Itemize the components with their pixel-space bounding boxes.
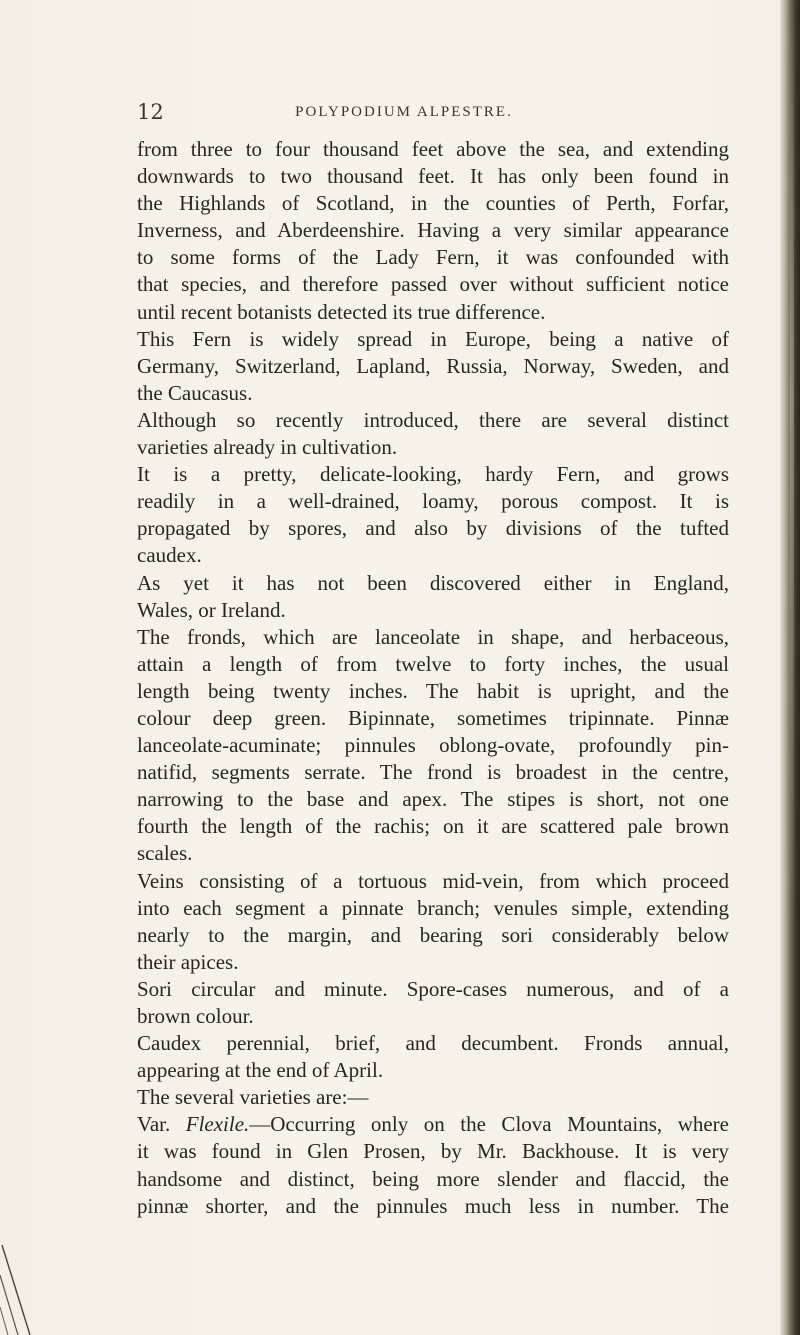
line-text: propagated by spores, and also by divisions of the tufted xyxy=(137,516,729,541)
variety-name: Flexile. xyxy=(185,1112,250,1137)
text-line xyxy=(137,1111,729,1138)
text-line xyxy=(137,299,729,326)
line-text: varieties already in cultivation. xyxy=(137,435,398,460)
text-line xyxy=(137,163,729,190)
text-line xyxy=(137,976,729,1003)
line-text: downwards to two thousand feet. It has only been found in xyxy=(137,164,729,189)
line-text: colour deep green. Bipinnate, sometimes tripinnate. Pinnæ xyxy=(137,705,729,730)
line-text: The fronds, which are lanceolate in shape, and herbaceous, xyxy=(137,624,729,649)
text-line xyxy=(137,407,729,434)
text-line xyxy=(137,488,729,515)
line-text: scales. xyxy=(137,841,193,866)
text-line xyxy=(137,136,729,163)
text-line xyxy=(137,542,729,569)
line-text: caudex. xyxy=(137,543,202,568)
line-text: attain a length of from twelve to forty inches, the usual xyxy=(137,651,729,676)
line-text: Sori circular and minute. Spore-cases numerous, and of a xyxy=(137,976,729,1001)
line-text: into each segment a pinnate branch; venules simple, extending xyxy=(137,895,729,920)
line-text: to some forms of the Lady Fern, it was confounded with xyxy=(137,245,729,270)
corner-fold-lines xyxy=(0,1245,50,1335)
line-text: Germany, Switzerland, Lapland, Russia, Norway, Sweden, and xyxy=(137,353,729,378)
line-text: Inverness, and Aberdeenshire. Having a very similar appearance xyxy=(137,218,729,243)
text-line xyxy=(137,759,729,786)
text-line xyxy=(137,786,729,813)
text-line xyxy=(137,868,729,895)
text-line xyxy=(137,922,729,949)
text-line xyxy=(137,895,729,922)
line-text: the Caucasus. xyxy=(137,380,253,405)
line-text: narrowing to the base and apex. The stipes is short, not one xyxy=(137,787,729,812)
line-text: Although so recently introduced, there are several distinct xyxy=(137,407,729,432)
text-line xyxy=(137,1193,729,1220)
text-line xyxy=(137,705,729,732)
text-line xyxy=(137,434,729,461)
line-text: their apices. xyxy=(137,949,239,974)
line-text: nearly to the margin, and bearing sori considerably below xyxy=(137,922,729,947)
text-line xyxy=(137,1138,729,1165)
line-text: fourth the length of the rachis; on it are scattered pale brown xyxy=(137,814,729,839)
line-text: Wales, or Ireland. xyxy=(137,597,286,622)
text-line xyxy=(137,1003,729,1030)
text-line xyxy=(137,732,729,759)
text-line xyxy=(137,326,729,353)
body-text xyxy=(137,136,729,1220)
text-line xyxy=(137,949,729,976)
line-text: The several varieties are:— xyxy=(137,1085,369,1110)
line-text-pre: Var. xyxy=(137,1112,186,1137)
text-line xyxy=(137,678,729,705)
text-line xyxy=(137,271,729,298)
text-line xyxy=(137,353,729,380)
text-line xyxy=(137,190,729,217)
line-text: Veins consisting of a tortuous mid-vein, from which proceed xyxy=(137,868,729,893)
page-number: 12 xyxy=(137,100,164,124)
line-text: that species, and therefore passed over without sufficient notice xyxy=(137,272,729,297)
text-line xyxy=(137,1084,729,1111)
line-text: brown colour. xyxy=(137,1004,254,1028)
line-text: it was found in Glen Prosen, by Mr. Backhouse. It is very xyxy=(137,1139,729,1164)
line-text: Caudex perennial, brief, and decumbent. Fronds annual, xyxy=(137,1031,729,1056)
text-line xyxy=(137,1057,729,1084)
running-title: POLYPODIUM ALPESTRE. xyxy=(295,104,513,120)
text-line xyxy=(137,244,729,271)
line-text-post: —Occurring only on the Clova Mountains, where xyxy=(249,1112,729,1137)
line-text: This Fern is widely spread in Europe, being a native of xyxy=(137,326,729,351)
text-line xyxy=(137,515,729,542)
line-text: readily in a well-drained, loamy, porous compost. It is xyxy=(137,489,729,514)
text-line xyxy=(137,813,729,840)
line-text: It is a pretty, delicate-looking, hardy Fern, and grows xyxy=(137,462,729,487)
line-text: pinnæ shorter, and the pinnules much less in number. The xyxy=(137,1193,729,1218)
text-line xyxy=(137,217,729,244)
line-text: handsome and distinct, being more slender and flaccid, the xyxy=(137,1166,729,1191)
text-line xyxy=(137,461,729,488)
line-text: until recent botanists detected its true difference. xyxy=(137,299,546,324)
text-line xyxy=(137,570,729,597)
text-line xyxy=(137,840,729,867)
line-text: length being twenty inches. The habit is upright, and the xyxy=(137,678,729,703)
line-text: appearing at the end of April. xyxy=(137,1058,384,1083)
text-line xyxy=(137,624,729,651)
text-line xyxy=(137,380,729,407)
line-text: the Highlands of Scotland, in the counties of Perth, Forfar, xyxy=(137,191,729,216)
text-line xyxy=(137,651,729,678)
line-text: lanceolate-acuminate; pinnules oblong-ovate, profoundly pin- xyxy=(137,733,729,758)
text-line xyxy=(137,1030,729,1057)
text-line xyxy=(137,1166,729,1193)
line-text: from three to four thousand feet above the sea, and extending xyxy=(137,137,729,161)
binding-highlight xyxy=(790,0,794,1335)
text-line xyxy=(137,597,729,624)
line-text: natifid, segments serrate. The frond is broadest in the centre, xyxy=(137,760,729,785)
line-text: As yet it has not been discovered either in England, xyxy=(137,570,729,595)
